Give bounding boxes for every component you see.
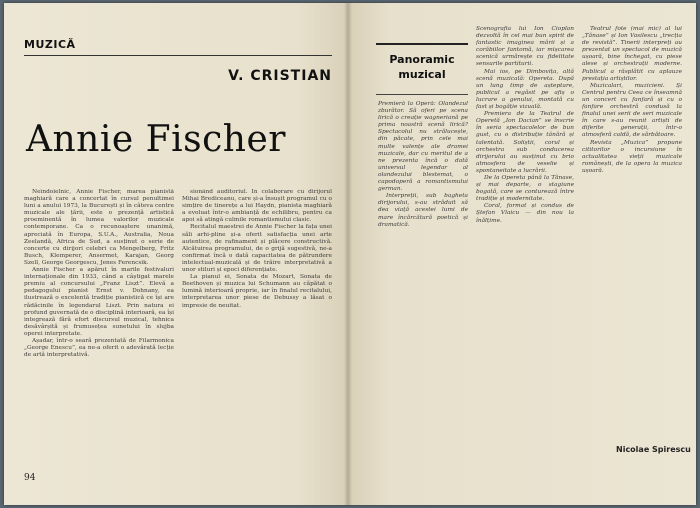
article-paragraph: Așadar, într-o seară prezentată de Filarmonica „George Enescu”, ea ne-a oferit o adevărată lecție de artă interpretativă.: [24, 337, 174, 359]
panoramic-paragraph: De la Opereta până la Tănase, și mai departe, o stagiune bogată, care se conturează între tradiție și modernitate.: [476, 174, 574, 203]
panoramic-paragraph: Premieră la Operă: Olandezul zburător. Să oferi pe scena lirică o creație wagneriană pe prima noastră scenă lirică? Spectacolul nu strălucește, din păcate, prin cele mai multe valențe ale dramei muzicale, dar cu meritul de a ne prezenta încă o dată universul legendar al olandezului blestemat, o capodoperă a romantismului german.: [378, 101, 468, 193]
panoramic-paragraph: Mai ios, pe Dimbovița, altă scenă muzicală: Opereta. După un lung timp de așteptare, publicul a regăsit pe afiș o lucrare a genului, montată cu fast și bogăție vizuală.: [476, 68, 574, 111]
article-column-1: [24, 189, 174, 461]
article-author: V. CRISTIAN: [228, 68, 332, 84]
page-gutter: [344, 3, 352, 505]
article-column-2: [182, 189, 332, 461]
article-paragraph: Recitalul maestrei de Annie Fischer la fața unei săli arhi-pline și-a oferit satisfacția unei arte autentice, de rafinament și plăcere constructivă. Alcătuirea programului, de o grijă sugestivă, ne-a confirmat încă o dată capacitatea de pătrundere intelectual-muzicală și de trăire interpretativă a unor stiluri și epoci diferențiate.: [182, 224, 332, 274]
panoramic-paragraph: Coral, format și condus de Ștefan Vlaicu — din nou la înălțime.: [476, 203, 574, 224]
left-page: [4, 3, 348, 505]
article-paragraph: Neîndoielnic, Annie Fischer, marea pianistă maghiară care a concertat în cursul penultimei luni a anului 1973, la București și în câteva centre muzicale ale țării, este o prezență artistică proeminentă în lumea valorilor muzicale contemporane. Ca o recunoaștere unanimă, apreciată în Europa, S.U.A., Australia, Noua Zeelandă, Africa de Sud, a susținut o serie de concerte cu dirijori celebri ca Mengelberg, Fritz Busch, Klemperer, Ansermet, Karajan, Georg Szell, George Georgescu, Jenes Ferencsik.: [24, 189, 174, 266]
article-paragraph: Annie Fischer a apărut în marile festivaluri internaționale din 1933, când a câștigat marele premiu al concursului „Franz Liszt”. Elevă a pedagogului pianist Ernst v. Dohnany, ea ilustrează o excelentă tradiție pianistică ce își are rădăcinile în legendarul Liszt. Prin natura ei profund guvernată de o disciplină interioară, ea își integrează fără efort discursul muzical, tehnica desăvârșită și frumusețea sunetului în slujba operei interpretate.: [24, 267, 174, 337]
article-paragraph: sionând auditoriul. În colaborare cu dirijorul Mihai Brediceanu, care și-a însușit programul cu o simțire de tinerețe a lui Haydn, pianista maghiară a evoluat într-o ambianță de echilibru, pentru ca apoi să atingă culmile romantismului clasic.: [182, 189, 332, 224]
section-label: MUZICĂ: [24, 38, 76, 51]
panoramic-paragraph: Interpreții, sub bagheta dirijorului, s-au străduit să dea viață acestei lumi de mare încărcătură poetică și dramatică.: [378, 193, 468, 228]
article-title: Annie Fischer: [26, 119, 286, 160]
panoramic-column-2: [476, 26, 574, 456]
right-page: [348, 3, 696, 505]
panoramic-column-1: [378, 101, 468, 456]
magazine-spread: [4, 3, 696, 505]
header-rule: [24, 55, 332, 56]
article-signature: Nicolae Spirescu: [616, 445, 691, 454]
panoramic-paragraph: Revista „Muzica” propune cititorilor o incursiune în actualitatea vieții muzicale românești, de la opera la muzica ușoară.: [582, 139, 682, 174]
article-paragraph: La pianul ei, Sonata de Mozart, Sonata de Beethoven și muzica lui Schumann au căpătat o lumină interioară proprie, iar în finalul recitalului, interpretarea unor piese de Debussy a lăsat o impresie de neuitat.: [182, 274, 332, 309]
panoramic-paragraph: Premiera de la Teatrul de Operetă „Ion Dacian” se înscrie în seria spectacolelor de bun gust, cu o distribuție tânără și talentată. Soliștii, corul și orchestra sub conducerea dirijorului au susținut cu brio atmosfera de veselie și spontaneitate a lucrării.: [476, 111, 574, 174]
panoramic-column-3: [582, 26, 682, 431]
panoramic-paragraph: Teatrul fote (mai mic) al lui „Tănase” și Ion Vasilescu „trecția de revistă”. Tinerii interpreți au prezentat un spectacol de muzică ușoară, bine închegat, cu piese alese și orchestrații moderne. Publicul a răsplătit cu aplauze prestația artiștilor.: [582, 26, 682, 82]
panoramic-title: Panoramic muzical: [376, 43, 468, 95]
panoramic-paragraph: Scenografia lui Ion Cioplan dezvoltă în cel mai bun spirit de fantastic imaginea mării și a corăbiilor fantomă, iar mișcarea scenică urmărește cu fidelitate sensurile partiturii.: [476, 26, 574, 68]
page-number: 94: [24, 473, 36, 483]
panoramic-paragraph: Muzicalari, muzicieni. Și Centrul pentru Ceea ce înseamnă un concert cu fanfară și cu o fanfare orchestră condusă la finalul unei serii de seri muzicale în care s-au reunit artiști de diferite generații, într-o atmosferă caldă, de sărbătoare.: [582, 82, 682, 139]
